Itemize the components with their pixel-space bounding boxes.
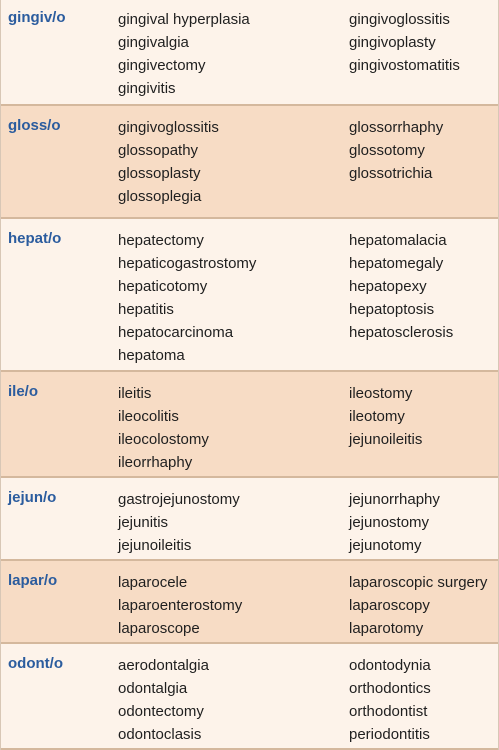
term-item: hepaticotomy bbox=[118, 278, 208, 295]
word-root: lapar/o bbox=[8, 572, 58, 589]
term-column-2 bbox=[349, 382, 422, 451]
term-item: gingival hyperplasia bbox=[118, 11, 250, 28]
term-item: glossoplegia bbox=[118, 188, 202, 205]
term-item: gingivalgia bbox=[118, 34, 189, 51]
term-column-2 bbox=[349, 229, 453, 344]
term-item: hepatomalacia bbox=[349, 232, 447, 249]
term-item: laparotomy bbox=[349, 620, 424, 637]
term-item: laparoscope bbox=[118, 620, 200, 637]
term-column-2 bbox=[349, 116, 443, 185]
word-root: odont/o bbox=[8, 655, 63, 672]
term-item: odontalgia bbox=[118, 680, 188, 697]
term-column-1 bbox=[118, 488, 240, 557]
term-item: jejunotomy bbox=[349, 537, 422, 554]
term-column-1 bbox=[118, 8, 250, 100]
term-item: gastrojejunostomy bbox=[118, 491, 240, 508]
term-item: jejunostomy bbox=[349, 514, 430, 531]
term-item: gingivoglossitis bbox=[349, 11, 450, 28]
term-item: hepatomegaly bbox=[349, 255, 444, 272]
term-item: glossotrichia bbox=[349, 165, 433, 182]
term-column-1 bbox=[118, 229, 256, 367]
term-item: orthodontics bbox=[349, 680, 431, 697]
term-item: hepatosclerosis bbox=[349, 324, 454, 341]
table-row bbox=[1, 106, 498, 219]
term-item: hepatoma bbox=[118, 347, 185, 364]
term-item: ileocolostomy bbox=[118, 431, 209, 448]
word-root: gingiv/o bbox=[8, 9, 66, 26]
table-row bbox=[1, 644, 498, 750]
term-item: gingivectomy bbox=[118, 57, 206, 74]
term-column-2 bbox=[349, 8, 460, 77]
term-item: laparoscopic surgery bbox=[349, 574, 488, 591]
term-item: odontodynia bbox=[349, 657, 431, 674]
term-item: jejunitis bbox=[118, 514, 169, 531]
term-column-1 bbox=[118, 382, 209, 474]
term-item: gingivostomatitis bbox=[349, 57, 460, 74]
word-root: jejun/o bbox=[8, 489, 57, 506]
term-item: laparoenterostomy bbox=[118, 597, 243, 614]
term-item: hepaticogastrostomy bbox=[118, 255, 257, 272]
term-item: ileitis bbox=[118, 385, 152, 402]
term-item: odontectomy bbox=[118, 703, 204, 720]
term-item: laparocele bbox=[118, 574, 188, 591]
term-item: hepatitis bbox=[118, 301, 174, 318]
term-item: gingivoplasty bbox=[349, 34, 436, 51]
term-item: odontoclasis bbox=[118, 726, 202, 743]
table-row bbox=[1, 0, 498, 106]
term-item: periodontitis bbox=[349, 726, 430, 743]
term-column-2 bbox=[349, 654, 431, 746]
term-column-1 bbox=[118, 116, 219, 208]
term-item: glossotomy bbox=[349, 142, 425, 159]
term-item: aerodontalgia bbox=[118, 657, 209, 674]
term-item: glossorrhaphy bbox=[349, 119, 444, 136]
term-item: hepatectomy bbox=[118, 232, 204, 249]
term-column-2 bbox=[349, 571, 487, 640]
term-item: gingivitis bbox=[118, 80, 176, 97]
term-item: ileostomy bbox=[349, 385, 413, 402]
term-item: ileocolitis bbox=[118, 408, 179, 425]
term-item: hepatopexy bbox=[349, 278, 427, 295]
table-row bbox=[1, 478, 498, 561]
term-item: glossoplasty bbox=[118, 165, 201, 182]
term-item: glossopathy bbox=[118, 142, 199, 159]
term-item: hepatocarcinoma bbox=[118, 324, 234, 341]
term-column-2 bbox=[349, 488, 440, 557]
term-column-1 bbox=[118, 654, 209, 746]
table-row bbox=[1, 372, 498, 478]
term-item: jejunorrhaphy bbox=[349, 491, 440, 508]
term-item: ileotomy bbox=[349, 408, 405, 425]
word-root: gloss/o bbox=[8, 117, 61, 134]
term-item: jejunoileitis bbox=[118, 537, 192, 554]
word-root: ile/o bbox=[8, 383, 39, 400]
table-row bbox=[1, 219, 498, 372]
term-item: laparoscopy bbox=[349, 597, 430, 614]
term-item: ileorrhaphy bbox=[118, 454, 193, 471]
table-row bbox=[1, 561, 498, 644]
term-item: orthodontist bbox=[349, 703, 428, 720]
term-item: gingivoglossitis bbox=[118, 119, 219, 136]
term-item: hepatoptosis bbox=[349, 301, 435, 318]
term-item: jejunoileitis bbox=[349, 431, 423, 448]
word-root: hepat/o bbox=[8, 230, 62, 247]
term-column-1 bbox=[118, 571, 242, 640]
